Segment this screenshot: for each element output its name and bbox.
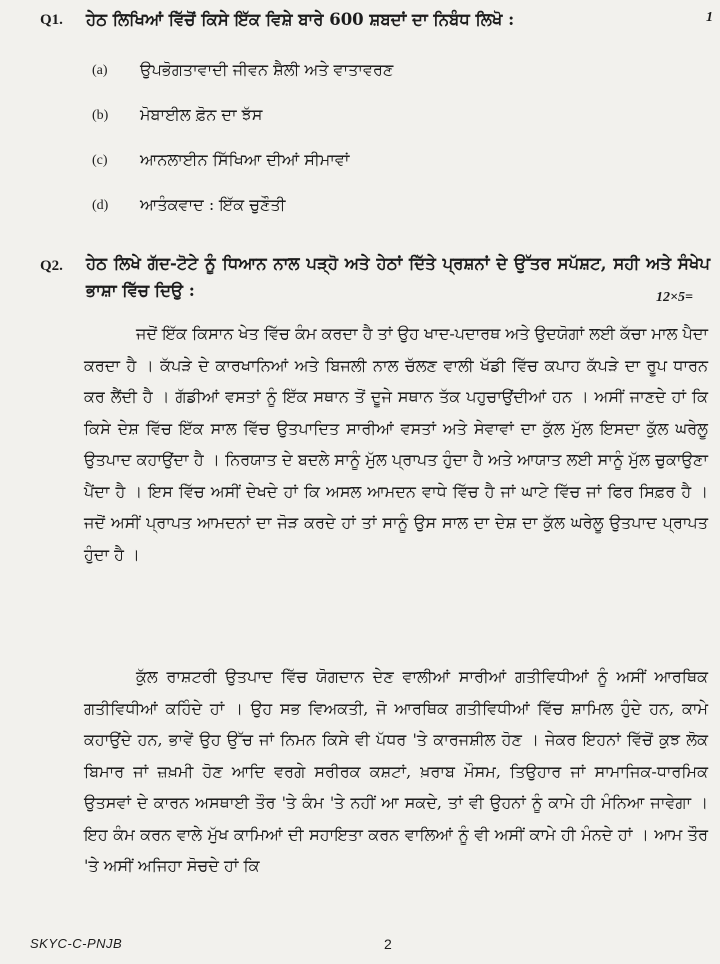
option-b-label: (b)	[92, 108, 109, 123]
question-1-marks: 1	[706, 10, 713, 25]
question-1-prompt: ਹੇਠ ਲਿਖਿਆਂ ਵਿੱਚੋਂ ਕਿਸੇ ਇੱਕ ਵਿਸ਼ੇ ਬਾਰੇ 600 ਸ਼ਬਦਾਂ ਦਾ ਨਿਬੰਧ ਲਿਖੋ :	[86, 10, 515, 29]
question-1-number: Q1.	[40, 12, 63, 28]
question-2-number: Q2.	[40, 258, 63, 274]
passage-paragraph-1: ਜਦੋਂ ਇੱਕ ਕਿਸਾਨ ਖੇਤ ਵਿੱਚ ਕੰਮ ਕਰਦਾ ਹੈ ਤਾਂ ਉਹ ਖਾਦ-ਪਦਾਰਥ ਅਤੇ ਉਦਯੋਗਾਂ ਲਈ ਕੱਚਾ ਮਾਲ ਪੈਦਾ ਕਰਦਾ ਹੈ । ਕੱਪੜੇ ਦੇ ਕਾਰਖਾਨਿਆਂ ਅਤੇ ਬਿਜਲੀ ਨਾਲ ਚੱਲਣ ਵਾਲੀ ਖੱਡੀ ਵਿੱਚ ਕਪਾਹ ਕੱਪੜੇ ਦਾ ਰੂਪ ਧਾਰਨ ਕਰ ਲੈਂਦੀ ਹੈ । ਗੱਡੀਆਂ ਵਸਤਾਂ ਨੂੰ ਇੱਕ ਸਥਾਨ ਤੋਂ ਦੂਜੇ ਸਥਾਨ ਤੱਕ ਪਹੁਚਾਉਂਦੀਆਂ ਹਨ । ਅਸੀਂ ਜਾਣਦੇ ਹਾਂ ਕਿ ਕਿਸੇ ਦੇਸ਼ ਵਿੱਚ ਇੱਕ ਸਾਲ ਵਿੱਚ ਉਤਪਾਦਿਤ ਸਾਰੀਆਂ ਵਸਤਾਂ ਅਤੇ ਸੇਵਾਵਾਂ ਦਾ ਕੁੱਲ ਮੁੱਲ ਇਸਦਾ ਕੁੱਲ ਘਰੇਲੂ ਉਤਪਾਦ ਕਹਾਉਂਦਾ ਹੈ । ਨਿਰਯਾਤ ਦੇ ਬਦਲੇ ਸਾਨੂੰ ਮੁੱਲ ਪ੍ਰਾਪਤ ਹੁੰਦਾ ਹੈ ਅਤੇ ਆਯਾਤ ਲਈ ਸਾਨੂੰ ਮੁੱਲ ਚੁਕਾਉਣਾ ਪੈਂਦਾ ਹੈ । ਇਸ ਵਿੱਚ ਅਸੀਂ ਦੇਖਦੇ ਹਾਂ ਕਿ ਅਸਲ ਆਮਦਨ ਵਾਧੇ ਵਿੱਚ ਹੈ ਜਾਂ ਘਾਟੇ ਵਿੱਚ ਜਾਂ ਫਿਰ ਸਿਫ਼ਰ ਹੈ । ਜਦੋਂ ਅਸੀਂ ਪ੍ਰਾਪਤ ਆਮਦਨਾਂ ਦਾ ਜੋੜ ਕਰਦੇ ਹਾਂ ਤਾਂ ਸਾਨੂੰ ਉਸ ਸਾਲ ਦਾ ਦੇਸ਼ ਦਾ ਕੁੱਲ ਘਰੇਲੂ ਉਤਪਾਦ ਪ੍ਰਾਪਤ ਹੁੰਦਾ ਹੈ ।	[84, 324, 708, 564]
option-d-text: ਆਤੰਕਵਾਦ : ਇੱਕ ਚੁਣੌਤੀ	[140, 195, 286, 214]
option-b-text: ਮੋਬਾਈਲ ਫ਼ੋਨ ਦਾ ਝੱਸ	[140, 105, 263, 124]
paper-code: SKYC-C-PNJB	[30, 936, 123, 951]
option-a-label: (a)	[92, 63, 108, 78]
page-number: 2	[384, 936, 392, 952]
option-c-label: (c)	[92, 153, 108, 168]
option-c-text: ਆਨਲਾਈਨ ਸਿੱਖਿਆ ਦੀਆਂ ਸੀਮਾਵਾਂ	[140, 150, 350, 169]
passage-paragraph-2: ਕੁੱਲ ਰਾਸ਼ਟਰੀ ਉਤਪਾਦ ਵਿੱਚ ਯੋਗਦਾਨ ਦੇਣ ਵਾਲੀਆਂ ਸਾਰੀਆਂ ਗਤੀਵਿਧੀਆਂ ਨੂੰ ਅਸੀਂ ਆਰਥਿਕ ਗਤੀਵਿਧੀਆਂ ਕਹਿੰਦੇ ਹਾਂ । ਉਹ ਸਭ ਵਿਅਕਤੀ, ਜੋ ਆਰਥਿਕ ਗਤੀਵਿਧੀਆਂ ਵਿੱਚ ਸ਼ਾਮਿਲ ਹੁੰਦੇ ਹਨ, ਕਾਮੇ ਕਹਾਉਂਦੇ ਹਨ, ਭਾਵੇਂ ਉਹ ਉੱਚ ਜਾਂ ਨਿਮਨ ਕਿਸੇ ਵੀ ਪੱਧਰ 'ਤੇ ਕਾਰਜਸ਼ੀਲ ਹੋਣ । ਜੇਕਰ ਇਹਨਾਂ ਵਿੱਚੋਂ ਕੁਝ ਲੋਕ ਬਿਮਾਰ ਜਾਂ ਜ਼ਖ਼ਮੀ ਹੋਣ ਆਦਿ ਵਰਗੇ ਸਰੀਰਕ ਕਸ਼ਟਾਂ, ਖ਼ਰਾਬ ਮੌਸਮ, ਤਿਉਹਾਰ ਜਾਂ ਸਾਮਾਜਿਕ-ਧਾਰਮਿਕ ਉਤਸਵਾਂ ਦੇ ਕਾਰਨ ਅਸਥਾਈ ਤੌਰ 'ਤੇ ਕੰਮ 'ਤੇ ਨਹੀਂ ਆ ਸਕਦੇ, ਤਾਂ ਵੀ ਉਹਨਾਂ ਨੂੰ ਕਾਮੇ ਹੀ ਮੰਨਿਆ ਜਾਵੇਗਾ । ਇਹ ਕੰਮ ਕਰਨ ਵਾਲੇ ਮੁੱਖ ਕਾਮਿਆਂ ਦੀ ਸਹਾਇਤਾ ਕਰਨ ਵਾਲਿਆਂ ਨੂੰ ਵੀ ਅਸੀਂ ਕਾਮੇ ਹੀ ਮੰਨਦੇ ਹਾਂ । ਆਮ ਤੌਰ 'ਤੇ ਅਸੀਂ ਅਜਿਹਾ ਸੋਚਦੇ ਹਾਂ ਕਿ	[84, 667, 708, 875]
question-2-prompt: ਹੇਠ ਲਿਖੇ ਗੱਦ-ਟੋਟੇ ਨੂੰ ਧਿਆਨ ਨਾਲ ਪੜ੍ਹੋ ਅਤੇ ਹੇਠਾਂ ਦਿੱਤੇ ਪ੍ਰਸ਼ਨਾਂ ਦੇ ਉੱਤਰ ਸਪੱਸ਼ਟ, ਸਹੀ ਅਤੇ ਸੰਖੇਪ ਭਾਸ਼ਾ ਵਿੱਚ ਦਿਉ :	[86, 254, 710, 300]
option-a-text: ਉਪਭੋਗਤਾਵਾਦੀ ਜੀਵਨ ਸ਼ੈਲੀ ਅਤੇ ਵਾਤਾਵਰਣ	[140, 60, 394, 79]
option-d-label: (d)	[92, 198, 109, 213]
question-2-marks: 12×5=	[656, 290, 693, 305]
